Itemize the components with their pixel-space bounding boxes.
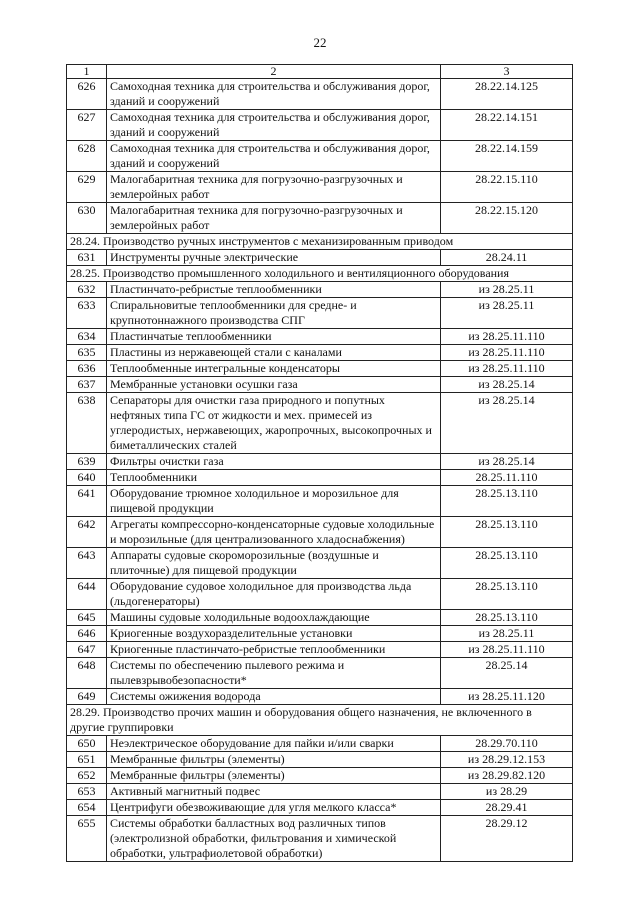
row-code: из 28.29.12.153 [441,752,573,768]
table-row [67,800,573,816]
row-code: из 28.29.82.120 [441,768,573,784]
row-name: Агрегаты компрессорно-конденсаторные судовые холодильные и морозильные (для централизованного хладоснабжения) [107,517,441,548]
table-row [67,816,573,862]
header-col-2: 2 [107,65,441,79]
row-name: Теплообменники [107,470,441,486]
table-row [67,548,573,579]
section-heading: 28.24. Производство ручных инструментов с механизированным приводом [67,234,573,250]
table-row [67,642,573,658]
row-code: 28.29.41 [441,800,573,816]
row-name: Сепараторы для очистки газа природного и попутных нефтяных типа ГС от жидкости и мех. примесей из углеродистых, нержавеющих, жаропрочных, высокопрочных и биметаллических сталей [107,393,441,454]
section-row [67,266,573,282]
table-row [67,689,573,705]
row-number: 627 [67,110,107,141]
table-row [67,298,573,329]
table-row [67,282,573,298]
row-number: 634 [67,329,107,345]
row-number: 626 [67,79,107,110]
row-name: Спиральновитые теплообменники для средне- и крупнотоннажного производства СПГ [107,298,441,329]
row-number: 637 [67,377,107,393]
row-name: Пластинчато-ребристые теплообменники [107,282,441,298]
row-name: Самоходная техника для строительства и обслуживания дорог, зданий и сооружений [107,79,441,110]
row-number: 648 [67,658,107,689]
table-header-row [67,65,573,79]
row-code: из 28.25.11 [441,626,573,642]
row-number: 644 [67,579,107,610]
row-number: 641 [67,486,107,517]
row-code: 28.22.14.159 [441,141,573,172]
row-name: Пластинчатые теплообменники [107,329,441,345]
row-number: 643 [67,548,107,579]
product-table-body [67,65,573,862]
row-code: из 28.25.11.110 [441,345,573,361]
table-row [67,79,573,110]
row-name: Мембранные установки осушки газа [107,377,441,393]
row-number: 635 [67,345,107,361]
row-number: 649 [67,689,107,705]
row-name: Неэлектрическое оборудование для пайки и/или сварки [107,736,441,752]
table-row [67,110,573,141]
row-code: из 28.25.11.120 [441,689,573,705]
row-number: 642 [67,517,107,548]
row-code: 28.22.14.125 [441,79,573,110]
row-number: 636 [67,361,107,377]
row-name: Инструменты ручные электрические [107,250,441,266]
row-number: 628 [67,141,107,172]
row-code: 28.22.14.151 [441,110,573,141]
row-number: 653 [67,784,107,800]
table-row [67,784,573,800]
table-row [67,454,573,470]
table-row [67,610,573,626]
row-code: 28.25.14 [441,658,573,689]
table-row [67,393,573,454]
row-number: 639 [67,454,107,470]
row-code: из 28.25.11.110 [441,361,573,377]
row-number: 638 [67,393,107,454]
row-code: 28.24.11 [441,250,573,266]
row-name: Оборудование судовое холодильное для производства льда (льдогенераторы) [107,579,441,610]
row-name: Криогенные пластинчато-ребристые теплообменники [107,642,441,658]
row-code: из 28.25.14 [441,393,573,454]
row-name: Аппараты судовые скороморозильные (воздушные и плиточные) для пищевой продукции [107,548,441,579]
row-name: Активный магнитный подвес [107,784,441,800]
row-code: 28.25.13.110 [441,486,573,517]
table-row [67,517,573,548]
row-name: Самоходная техника для строительства и обслуживания дорог, зданий и сооружений [107,110,441,141]
row-name: Пластины из нержавеющей стали с каналами [107,345,441,361]
row-number: 654 [67,800,107,816]
table-row [67,470,573,486]
section-row [67,705,573,736]
row-name: Оборудование трюмное холодильное и морозильное для пищевой продукции [107,486,441,517]
row-number: 655 [67,816,107,862]
row-number: 652 [67,768,107,784]
table-row [67,172,573,203]
row-number: 651 [67,752,107,768]
table-row [67,736,573,752]
row-name: Малогабаритная техника для погрузочно-разгрузочных и землеройных работ [107,172,441,203]
row-name: Системы ожижения водорода [107,689,441,705]
row-name: Криогенные воздухоразделительные установки [107,626,441,642]
row-code: из 28.29 [441,784,573,800]
row-code: 28.25.13.110 [441,579,573,610]
table-row [67,626,573,642]
table-row [67,203,573,234]
row-number: 646 [67,626,107,642]
row-code: 28.29.12 [441,816,573,862]
row-code: из 28.25.11.110 [441,642,573,658]
row-name: Системы обработки балластных вод различных типов (электролизной обработки, фильтрования и химической обработки, ультрафиолетовой обработки) [107,816,441,862]
row-code: из 28.25.11.110 [441,329,573,345]
table-row [67,329,573,345]
row-name: Мембранные фильтры (элементы) [107,752,441,768]
row-name: Фильтры очистки газа [107,454,441,470]
table-row [67,768,573,784]
row-code: 28.29.70.110 [441,736,573,752]
table-row [67,250,573,266]
section-heading: 28.29. Производство прочих машин и оборудования общего назначения, не включенного в другие группировки [67,705,573,736]
page-number: 22 [313,35,327,50]
row-name: Теплообменные интегральные конденсаторы [107,361,441,377]
row-code: 28.22.15.110 [441,172,573,203]
table-row [67,345,573,361]
row-number: 640 [67,470,107,486]
row-code: 28.22.15.120 [441,203,573,234]
row-number: 633 [67,298,107,329]
table-row [67,658,573,689]
table-row [67,361,573,377]
table-row [67,752,573,768]
table-row [67,486,573,517]
row-code: 28.25.13.110 [441,610,573,626]
header-col-1: 1 [67,65,107,79]
row-code: из 28.25.14 [441,377,573,393]
row-number: 632 [67,282,107,298]
row-name: Машины судовые холодильные водоохлаждающие [107,610,441,626]
row-number: 629 [67,172,107,203]
row-code: из 28.25.11 [441,298,573,329]
row-name: Малогабаритная техника для погрузочно-разгрузочных и землеройных работ [107,203,441,234]
row-code: из 28.25.11 [441,282,573,298]
row-number: 647 [67,642,107,658]
row-code: 28.25.13.110 [441,548,573,579]
table-row [67,579,573,610]
row-number: 631 [67,250,107,266]
row-number: 630 [67,203,107,234]
row-number: 650 [67,736,107,752]
row-name: Самоходная техника для строительства и обслуживания дорог, зданий и сооружений [107,141,441,172]
row-name: Центрифуги обезвоживающие для угля мелкого класса* [107,800,441,816]
row-code: 28.25.13.110 [441,517,573,548]
product-table [66,64,573,862]
section-heading: 28.25. Производство промышленного холодильного и вентиляционного оборудования [67,266,573,282]
table-row [67,377,573,393]
table-row [67,141,573,172]
section-row [67,234,573,250]
row-name: Системы по обеспечению пылевого режима и пылевзрывобезопасности* [107,658,441,689]
row-code: из 28.25.14 [441,454,573,470]
row-number: 645 [67,610,107,626]
row-name: Мембранные фильтры (элементы) [107,768,441,784]
row-code: 28.25.11.110 [441,470,573,486]
header-col-3: 3 [441,65,573,79]
